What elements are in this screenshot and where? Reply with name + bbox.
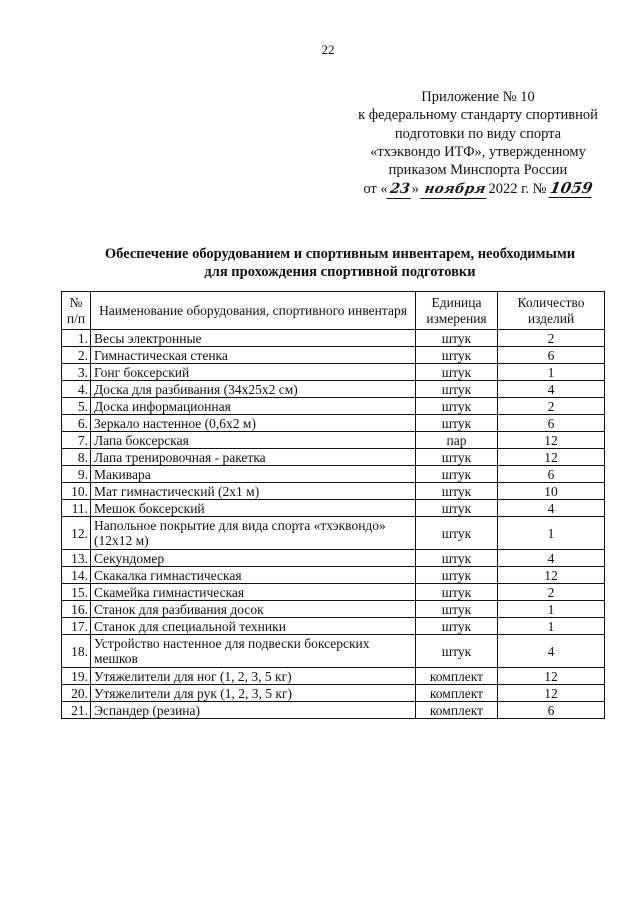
unit-of-measure: штук	[416, 550, 498, 567]
table-row	[62, 347, 605, 364]
equipment-name: Станок для специальной техники	[91, 618, 416, 635]
row-number: 5.	[62, 398, 91, 415]
table-row	[62, 618, 605, 635]
table-row	[62, 500, 605, 517]
quantity: 1	[498, 364, 605, 381]
equipment-name: Доска информационная	[91, 398, 416, 415]
row-number: 17.	[62, 618, 91, 635]
equipment-name: Макивара	[91, 466, 416, 483]
equipment-name: Утяжелители для рук (1, 2, 3, 5 кг)	[91, 685, 416, 702]
date-year: 2022 г. №	[488, 181, 551, 198]
row-number: 16.	[62, 601, 91, 618]
row-number: 3.	[62, 364, 91, 381]
quantity: 4	[498, 381, 605, 398]
equipment-name: Устройство настенное для подвески боксерских мешков	[91, 635, 416, 668]
table-row	[62, 702, 605, 719]
unit-of-measure: комплект	[416, 702, 498, 719]
equipment-name: Скамейка гимнастическая	[91, 584, 416, 601]
appendix-line-4: «тхэквондо ИТФ», утвержденному	[370, 143, 586, 160]
table-row	[62, 364, 605, 381]
quantity: 4	[498, 635, 605, 668]
row-number: 7.	[62, 432, 91, 449]
row-number: 9.	[62, 466, 91, 483]
table-row	[62, 449, 605, 466]
row-number: 1.	[62, 330, 91, 347]
quantity: 12	[498, 449, 605, 466]
order-date-line	[348, 179, 608, 199]
unit-of-measure: комплект	[416, 685, 498, 702]
title-line-1: Обеспечение оборудованием и спортивным инвентарем, необходимыми	[104, 246, 576, 262]
table-body	[62, 330, 605, 719]
unit-of-measure: пар	[416, 432, 498, 449]
unit-of-measure: штук	[416, 364, 498, 381]
appendix-title: Приложение № 10	[421, 89, 535, 105]
equipment-name: Мешок боксерский	[91, 500, 416, 517]
handwritten-day: 23	[386, 180, 413, 199]
row-number: 6.	[62, 415, 91, 432]
date-mid: »	[411, 181, 423, 198]
row-number: 21.	[62, 702, 91, 719]
unit-of-measure: штук	[416, 517, 498, 550]
appendix-line-2: к федеральному стандарту спортивной	[358, 107, 598, 124]
table-row	[62, 415, 605, 432]
header-unit: Единица измерения	[416, 292, 498, 330]
table-row	[62, 550, 605, 567]
table-row	[62, 685, 605, 702]
unit-of-measure: комплект	[416, 668, 498, 685]
unit-of-measure: штук	[416, 567, 498, 584]
unit-of-measure: штук	[416, 618, 498, 635]
table-row	[62, 381, 605, 398]
date-prefix: от «	[363, 181, 388, 198]
table-row	[62, 330, 605, 347]
unit-of-measure: штук	[416, 347, 498, 364]
unit-of-measure: штук	[416, 500, 498, 517]
equipment-name: Зеркало настенное (0,6х2 м)	[91, 415, 416, 432]
unit-of-measure: штук	[416, 466, 498, 483]
unit-of-measure: штук	[416, 601, 498, 618]
header-name: Наименование оборудования, спортивного инвентаря	[91, 292, 416, 330]
handwritten-order-number: 1059	[548, 179, 595, 198]
header-qty: Количество изделий	[498, 292, 605, 330]
table-row	[62, 567, 605, 584]
equipment-name: Утяжелители для ног (1, 2, 3, 5 кг)	[91, 668, 416, 685]
quantity: 1	[498, 601, 605, 618]
unit-of-measure: штук	[416, 398, 498, 415]
quantity: 6	[498, 702, 605, 719]
quantity: 12	[498, 432, 605, 449]
quantity: 12	[498, 685, 605, 702]
title-line-2: для прохождения спортивной подготовки	[204, 264, 476, 280]
row-number: 10.	[62, 483, 91, 500]
quantity: 4	[498, 550, 605, 567]
appendix-line-5: приказом Минспорта России	[388, 162, 568, 179]
row-number: 11.	[62, 500, 91, 517]
row-number: 20.	[62, 685, 91, 702]
equipment-name: Станок для разбивания досок	[91, 601, 416, 618]
table-row	[62, 483, 605, 500]
row-number: 13.	[62, 550, 91, 567]
equipment-name: Доска для разбивания (34х25х2 см)	[91, 381, 416, 398]
equipment-table	[61, 291, 605, 719]
appendix-header	[348, 88, 608, 200]
handwritten-month: ноября	[421, 180, 490, 199]
row-number: 12.	[62, 517, 91, 550]
unit-of-measure: штук	[416, 381, 498, 398]
quantity: 4	[498, 500, 605, 517]
unit-of-measure: штук	[416, 330, 498, 347]
equipment-name: Эспандер (резина)	[91, 702, 416, 719]
page-number: 22	[321, 42, 335, 57]
table-row	[62, 601, 605, 618]
row-number: 2.	[62, 347, 91, 364]
quantity: 2	[498, 584, 605, 601]
table-header-row	[62, 292, 605, 330]
equipment-name: Гимнастическая стенка	[91, 347, 416, 364]
equipment-name: Скакалка гимнастическая	[91, 567, 416, 584]
row-number: 18.	[62, 635, 91, 668]
quantity: 12	[498, 567, 605, 584]
quantity: 10	[498, 483, 605, 500]
table-row	[62, 668, 605, 685]
quantity: 6	[498, 466, 605, 483]
equipment-name: Лапа тренировочная - ракетка	[91, 449, 416, 466]
table-row	[62, 398, 605, 415]
table-row	[62, 466, 605, 483]
unit-of-measure: штук	[416, 483, 498, 500]
unit-of-measure: штук	[416, 584, 498, 601]
equipment-name: Секундомер	[91, 550, 416, 567]
appendix-line-3: подготовки по виду спорта	[394, 125, 562, 142]
quantity: 12	[498, 668, 605, 685]
row-number: 15.	[62, 584, 91, 601]
unit-of-measure: штук	[416, 449, 498, 466]
header-num: № п/п	[62, 292, 91, 330]
quantity: 2	[498, 330, 605, 347]
quantity: 1	[498, 618, 605, 635]
table-row	[62, 517, 605, 550]
document-title	[60, 245, 620, 281]
row-number: 14.	[62, 567, 91, 584]
equipment-name: Гонг боксерский	[91, 364, 416, 381]
row-number: 19.	[62, 668, 91, 685]
equipment-name: Весы электронные	[91, 330, 416, 347]
row-number: 8.	[62, 449, 91, 466]
unit-of-measure: штук	[416, 415, 498, 432]
equipment-name: Лапа боксерская	[91, 432, 416, 449]
row-number: 4.	[62, 381, 91, 398]
equipment-name: Напольное покрытие для вида спорта «тхэквондо» (12х12 м)	[91, 517, 416, 550]
table-row	[62, 432, 605, 449]
quantity: 6	[498, 347, 605, 364]
table-row	[62, 584, 605, 601]
table-row	[62, 635, 605, 668]
equipment-name: Мат гимнастический (2х1 м)	[91, 483, 416, 500]
quantity: 1	[498, 517, 605, 550]
quantity: 2	[498, 398, 605, 415]
quantity: 6	[498, 415, 605, 432]
unit-of-measure: штук	[416, 635, 498, 668]
